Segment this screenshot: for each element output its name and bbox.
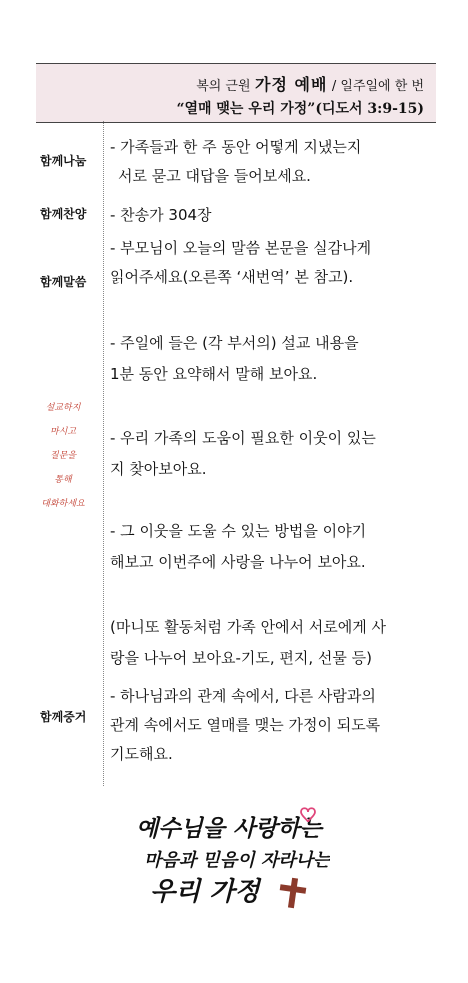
side-note-line: 질문을 — [49, 451, 77, 461]
help-text — [110, 521, 440, 573]
label-share: 함께나눔 — [40, 154, 87, 168]
title-banner — [36, 63, 436, 123]
text-line: 관계 속에서도 열매를 맺는 가정이 되도록 — [110, 716, 381, 734]
neighbor-text — [110, 428, 440, 480]
text-line: - 가족들과 한 주 동안 어떻게 지냈는지 — [110, 138, 362, 156]
text-line: 랑을 나누어 보아요-기도, 편지, 선물 등) — [110, 649, 372, 667]
label-praise: 함께찬양 — [40, 207, 87, 221]
manito-text — [110, 617, 440, 669]
logo-line: 우리 가정 — [150, 877, 260, 907]
title-suffix: / 일주일에 한 번 — [331, 79, 424, 94]
subtitle: “열매 맺는 우리 가정”(디도서 3:9-15) — [176, 101, 424, 117]
text-line: (마니또 활동처럼 가족 안에서 서로에게 사 — [110, 618, 387, 636]
title-prefix: 복의 근원 — [196, 79, 251, 94]
title-main: 가정 예배 — [255, 75, 328, 94]
logo-line: 마음과 믿음이 자라나는 — [144, 850, 330, 871]
side-note-line: 통해 — [54, 475, 72, 485]
label-word: 함께말씀 — [40, 275, 87, 289]
text-line: 지 찾아보아요. — [110, 460, 207, 478]
text-line: - 부모님이 오늘의 말씀 본문을 실감나게 — [110, 239, 372, 257]
summary-text — [110, 333, 440, 385]
title-line — [196, 72, 424, 95]
label-prayer: 함께중거 — [40, 710, 87, 724]
column-divider — [103, 121, 104, 786]
text-line: 1분 동안 요약해서 말해 보아요. — [110, 365, 318, 383]
cross-icon — [280, 878, 307, 909]
text-line: - 하나님과의 관계 속에서, 다른 사람과의 — [110, 687, 376, 705]
text-line: 기도해요. — [110, 745, 173, 763]
text-line: 해보고 이번주에 사랑을 나누어 보아요. — [110, 553, 366, 571]
share-text — [110, 137, 440, 187]
side-note-line: 대화하세요 — [41, 499, 85, 509]
word-text — [110, 238, 440, 288]
text-line: - 주일에 들은 (각 부서의) 설교 내용을 — [110, 334, 359, 352]
text-line: - 우리 가족의 도움이 필요한 이웃이 있는 — [110, 429, 376, 447]
logo-line: 예수님을 사랑하는 — [136, 815, 322, 842]
praise-text — [110, 205, 440, 226]
prayer-text — [110, 686, 440, 765]
side-note-line: 설교하지 — [45, 403, 81, 413]
text-line: - 찬송가 304장 — [110, 206, 212, 224]
side-note-line: 마시고 — [49, 427, 77, 437]
text-line: - 그 이웃을 도울 수 있는 방법을 이야기 — [110, 522, 367, 540]
text-line: 읽어주세요(오른쪽 ‘새번역’ 본 참고). — [110, 268, 354, 286]
family-logo — [130, 800, 330, 920]
text-line: 서로 묻고 대답을 들어보세요. — [118, 167, 311, 185]
